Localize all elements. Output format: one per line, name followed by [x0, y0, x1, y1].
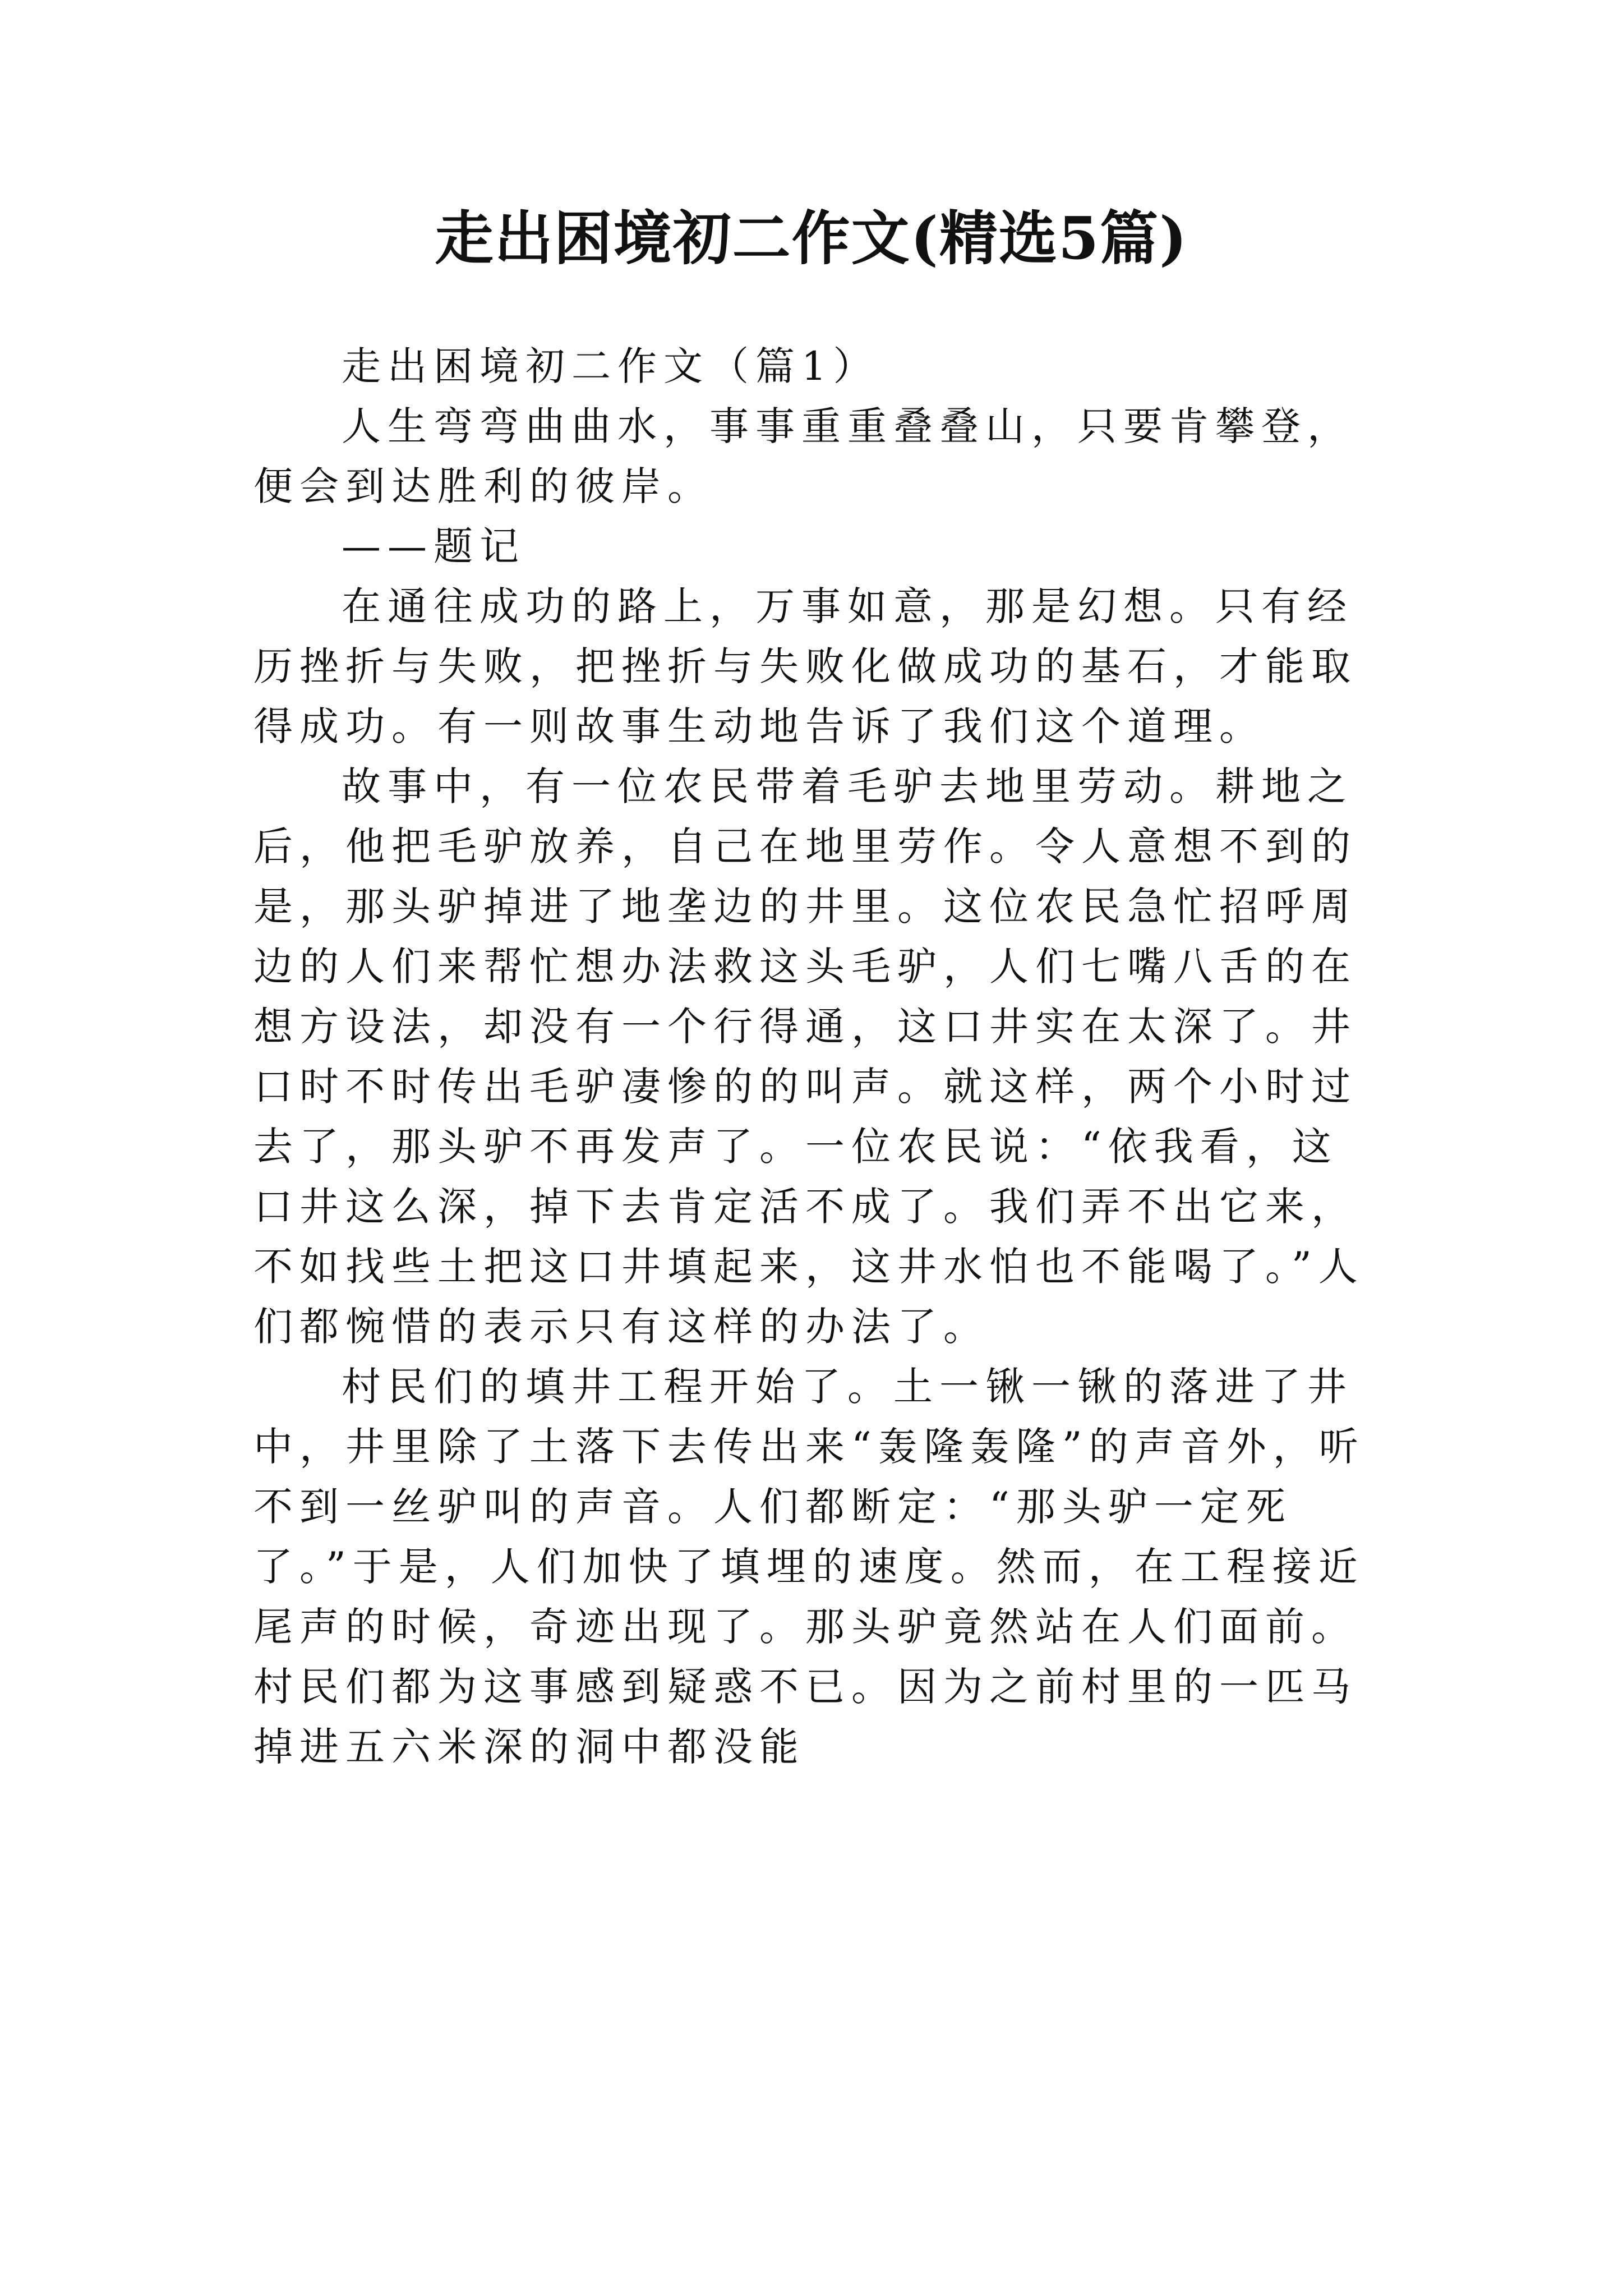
- document-title: 走出困境初二作文(精选5篇): [435, 204, 1188, 273]
- epigraph-signature: ——题记: [342, 523, 525, 569]
- section-heading: 走出困境初二作文（篇1）: [342, 343, 879, 389]
- body-paragraph-2: 故事中，有一位农民带着毛驴去地里劳动。耕地之后，他把毛驴放养，自己在地里劳作。令人意想不到的是，那头驴掉进了地垄边的井里。这位农民急忙招呼周边的人们来帮忙想办法救这头毛驴，人们七嘴八舌的在想方设法，却没有一个行得通，这口井实在太深了。井口时不时传出毛驴凄惨的的叫声。就这样，两个小时过去了，那头驴不再发声了。一位农民说：“依我看，这口井这么深，掉下去肯定活不成了。我们弄不出它来，不如找些土把这口井填起来，这井水怕也不能喝了。”人们都惋惜的表示只有这样的办法了。: [253, 763, 1364, 1350]
- body-paragraph-1: 在通往成功的路上，万事如意，那是幻想。只有经历挫折与失败，把挫折与失败化做成功的基石，才能取得成功。有一则故事生动地告诉了我们这个道理。: [253, 583, 1357, 749]
- epigraph: 人生弯弯曲曲水，事事重重叠叠山，只要肯攀登，便会到达胜利的彼岸。: [253, 403, 1353, 509]
- body-paragraph-3: 村民们的填井工程开始了。土一锹一锹的落进了井中，井里除了土落下去传出来“轰隆轰隆”的声音外，听不到一丝驴叫的声音。人们都断定：“那头驴一定死了。”于是，人们加快了填埋的速度。然而，在工程接近尾声的时候，奇迹出现了。那头驴竟然站在人们面前。村民们都为这事感到疑惑不已。因为之前村里的一匹马掉进五六米深的洞中都没能: [253, 1364, 1365, 1770]
- document-body: [253, 337, 1370, 1777]
